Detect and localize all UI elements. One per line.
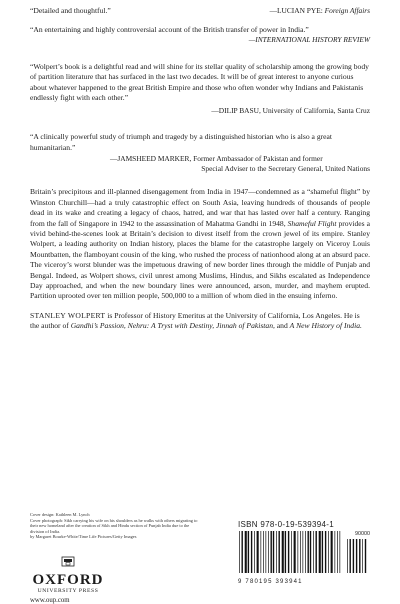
barcode-bar (325, 531, 326, 573)
author-bio (30, 311, 370, 332)
barcode-digits: 9 780195 393941 (238, 579, 303, 585)
quote-4-attribution-line1: —JAMSHEED MARKER, Former Ambassador of Pakistan and former (110, 153, 323, 163)
credit-photographer: by Margaret Bourke-White/Time Life Pictures/Getty Images (30, 534, 137, 540)
barcode-bar (305, 531, 306, 573)
quote-2 (30, 25, 370, 46)
bio-text2: and (274, 321, 290, 331)
barcode-bar (340, 531, 341, 573)
quote-4-text: “A clinically powerful study of triumph and tragedy by a distinguished historian who is also a great humanitarian.” (30, 132, 332, 152)
quote-3-author: —DILIP BASU (211, 105, 259, 115)
barcode-area (238, 520, 370, 585)
description-part1: Britain’s precipitous and ill-planned disengagement from India in 1947—condemned as a “shameful flight” by Winston Churchill—had a truly catastrophic effect on South Asia, leaving hundreds of thousands of people dead in its wake and creating a legacy of chaos, hatred, and war that has lasted over half a century. Ranging from the fall of Singapore in 1942 to the assassination of Mahatma Gandhi in 1948, (30, 187, 370, 228)
publisher-url: www.oup.com (30, 597, 70, 604)
barcode-bar (310, 531, 311, 573)
quote-1-source: Foreign Affairs (324, 6, 370, 16)
barcode-icon (238, 531, 342, 573)
bio-text1: is Professor of History Emeritus at the University of California, Los Angeles. He is the author of (30, 310, 360, 331)
price-code: 90000 (355, 531, 370, 537)
barcode-bar (335, 531, 336, 573)
barcode-bar (251, 531, 252, 573)
barcode-bar (273, 531, 274, 573)
barcode-bar (257, 531, 259, 573)
barcode-bar (282, 531, 284, 573)
quote-1-text: “Detailed and thoughtful.” (30, 6, 111, 15)
quote-3-attribution: —DILIP BASU, University of California, Santa Cruz (211, 105, 370, 115)
barcode-bar (359, 539, 360, 573)
description-part2: provides a vivid behind-the-scenes look at Britain’s decision to divest itself from the crown jewel of its empire. Stanley Wolpert, a leading authority on Indian history, places the blame for the catastrophe largely on Viceroy Louis Mountbatten, the flamboyant cousin of the king, who rushed the process of nationhood along at an absurd pace. The viceroy’s worst blunder was the impetuous drawing of new border lines through the middle of Punjab and Bengal. Indeed, as Wolpert shows, civil unrest among Muslims, Hindus, and Sikhs escalated as Independence Day approached, and when the new boundary lines were announced, arson, murder, and mayhem erupted. Partition uprooted over ten million people, 500,000 to a million of whom died in the ensuing inferno. (30, 218, 370, 301)
barcode-bar (294, 531, 296, 573)
quote-4-attribution-line2: Special Adviser to the Secretary General, United Nations (201, 163, 370, 173)
credit-design: Cover design: Kathleen M. Lynch (30, 512, 90, 517)
barcode-bar (263, 531, 264, 573)
barcode-bar (347, 539, 348, 573)
barcode-bar (268, 531, 269, 573)
credit-photo: Cover photograph: Sikh carrying his wife on his shoulders as he walks with others migrating to their new homeland after the creation of Sikh and Hindu section of Punjab India due to the division of India. (30, 517, 198, 534)
barcode-bar (298, 531, 299, 573)
quote-3 (30, 62, 370, 117)
publisher-name: OXFORD (32, 572, 104, 588)
barcode-bar (308, 531, 309, 573)
bio-books: Gandhi’s Passion, Nehru: A Tryst with Destiny, Jinnah of Pakistan, (70, 321, 275, 331)
barcode-bar (313, 531, 314, 573)
quote-1-attribution: —LUCIAN PYE: Foreign Affairs (269, 6, 370, 16)
barcode-bar (322, 531, 323, 573)
barcode-bar (303, 531, 304, 573)
barcode-bar (276, 531, 277, 573)
barcode-bar (266, 531, 267, 573)
publisher-subname: UNIVERSITY PRESS (37, 588, 99, 594)
barcode-bar (291, 531, 292, 573)
barcode-bar (300, 531, 301, 573)
publisher-logo (30, 555, 106, 604)
quote-2-text: “An entertaining and highly controversial account of the British transfer of power in India.” (30, 24, 309, 34)
barcode-bar (261, 531, 262, 573)
cover-credits (30, 512, 200, 540)
quote-4 (30, 132, 370, 174)
barcode-bar (331, 531, 333, 573)
bio-book-last: A New History of India. (289, 321, 362, 331)
book-description (30, 187, 370, 301)
barcode-bar (254, 531, 255, 573)
barcode-bar (337, 531, 338, 573)
barcode-bar (271, 531, 272, 573)
barcode-bar (239, 531, 240, 573)
author-name: STANLEY WOLPERT (30, 310, 106, 320)
isbn: ISBN 978-0-19-539394-1 (238, 520, 334, 529)
barcode-bar (316, 531, 317, 573)
oxford-crest-icon (61, 556, 75, 567)
barcode-bar (328, 531, 329, 573)
quote-3-text: “Wolpert’s book is a delightful read and will shine for its stellar quality of scholarship among the growing body of partition literature that has surfaced in the last two decades. It will be of great interest to anyone curious about whatever happened to the great British Empire and those who often wonder why Indians and Pakistanis endlessly fight with each other.” (30, 61, 369, 103)
barcode-bar (242, 531, 243, 573)
barcode-bar (285, 531, 286, 573)
barcode-bar (356, 539, 357, 573)
barcode-bar (353, 539, 354, 573)
quote-1-author: —LUCIAN PYE (269, 6, 321, 16)
barcode-bar (248, 531, 249, 573)
description-book-title: Shameful Flight (287, 218, 337, 228)
price-barcode-icon (346, 539, 370, 573)
barcode-row (238, 531, 370, 578)
barcode-bar (288, 531, 289, 573)
barcode-bar (279, 531, 280, 573)
barcode-bar (319, 531, 321, 573)
barcode-bar (245, 531, 247, 573)
barcode-bar (362, 539, 363, 573)
quote-1 (30, 6, 370, 17)
quote-2-attribution: —INTERNATIONAL HISTORY REVIEW (248, 35, 370, 45)
cover-footer (30, 512, 370, 604)
barcode-bar (365, 539, 366, 573)
quote-3-source: University of California, Santa Cruz (262, 105, 370, 115)
barcode-bar (350, 539, 351, 573)
